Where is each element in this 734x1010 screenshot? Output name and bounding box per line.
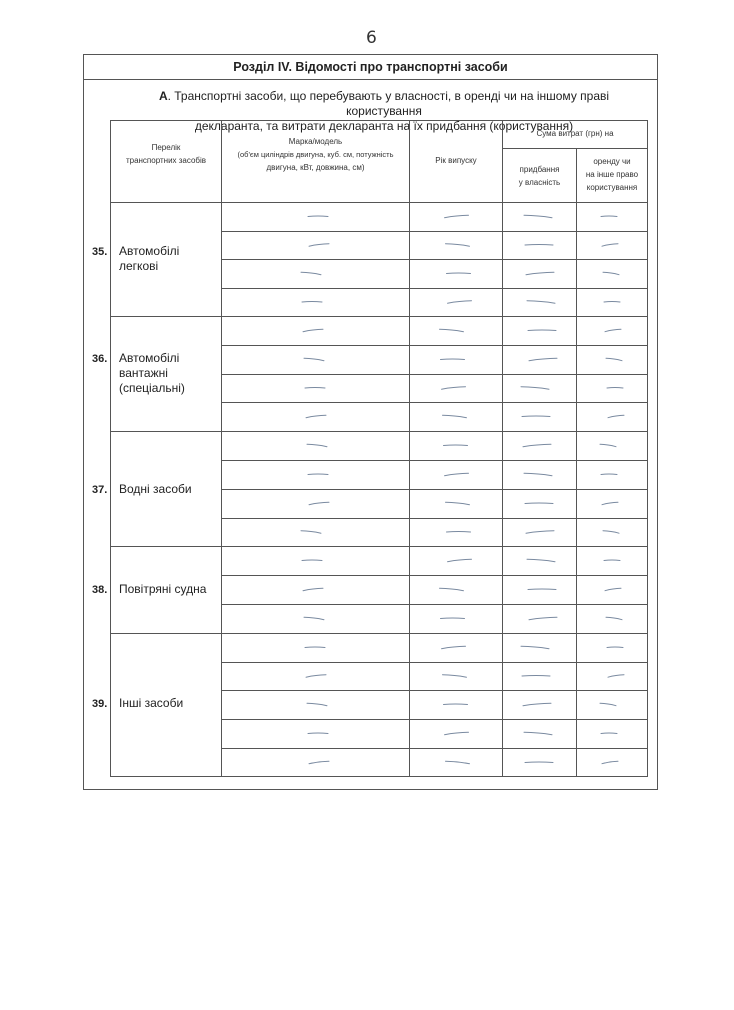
handwritten-dash	[524, 732, 552, 734]
handwritten-dash	[442, 387, 466, 389]
header-rent	[577, 155, 647, 194]
handwritten-dash	[309, 244, 329, 246]
handwritten-dash	[308, 733, 328, 734]
header-brand	[222, 135, 409, 174]
row-number-38: 38.	[92, 584, 108, 596]
handwritten-dash	[601, 733, 617, 734]
category-36	[119, 351, 185, 396]
handwritten-dash	[608, 675, 624, 677]
category-36-line2: вантажні	[119, 366, 168, 380]
handwritten-dash	[442, 646, 466, 648]
category-39: Інші засоби	[119, 696, 184, 710]
handwritten-dash	[440, 588, 464, 590]
handwritten-dash	[304, 617, 324, 619]
handwritten-dash	[606, 617, 622, 619]
handwritten-dash	[441, 618, 465, 619]
handwritten-dash	[308, 216, 328, 217]
handwritten-dash	[301, 531, 321, 533]
header-rent-line2: на інше право	[585, 170, 639, 179]
handwritten-dash	[527, 559, 555, 561]
handwritten-dash	[601, 474, 617, 475]
header-brand-line1: Марка/модель	[288, 137, 343, 146]
handwritten-dash	[446, 761, 470, 763]
category-36-line1: Автомобілі	[119, 351, 180, 365]
handwritten-dash	[445, 732, 469, 734]
handwritten-dash	[607, 388, 623, 389]
handwritten-dash	[447, 273, 471, 274]
row-number-39: 39.	[92, 698, 108, 710]
handwritten-dash	[523, 703, 551, 705]
header-sum: Сума витрат (грн) на	[536, 129, 614, 138]
subtitle-line1: . Транспортні засоби, що перебувають у власності, в оренді чи на іншому праві користування	[167, 89, 610, 118]
row-number-37: 37.	[92, 484, 108, 496]
page-number: 6	[366, 28, 377, 48]
header-purchase-line2: у власність	[518, 178, 561, 187]
handwritten-dash	[443, 415, 467, 417]
handwritten-dash	[448, 301, 472, 303]
category-35-line1: Автомобілі	[119, 244, 180, 258]
handwritten-dash	[307, 703, 327, 705]
subtitle-line2: декларанта, та витрати декларанта на їх придбання (користування)	[194, 119, 574, 133]
handwritten-dash	[308, 474, 328, 475]
handwritten-dash	[602, 761, 618, 763]
handwritten-dash	[521, 387, 549, 389]
header-list-line2: транспортних засобів	[125, 156, 207, 165]
header-purchase-line1: придбання	[519, 165, 560, 174]
handwritten-dash	[600, 444, 616, 446]
handwritten-dash	[529, 358, 557, 360]
header-rent-line1: оренду чи	[593, 157, 631, 166]
handwritten-dash	[446, 244, 470, 246]
handwritten-dash	[305, 647, 325, 648]
handwritten-dash	[602, 502, 618, 504]
header-list-line1: Перелік	[151, 143, 181, 152]
handwritten-dash	[444, 445, 468, 446]
handwritten-dash	[526, 272, 554, 274]
handwritten-dash	[603, 272, 619, 274]
handwritten-dash	[307, 444, 327, 446]
handwritten-dash	[607, 647, 623, 648]
handwritten-dash	[303, 329, 323, 331]
handwritten-dash	[525, 503, 553, 504]
handwritten-dash	[526, 531, 554, 533]
row-number-35: 35.	[92, 246, 108, 258]
handwritten-dash	[444, 704, 468, 705]
handwritten-dash	[306, 675, 326, 677]
header-list	[112, 141, 220, 167]
header-year: Рік випуску	[435, 156, 477, 165]
handwritten-dash	[309, 502, 329, 504]
header-purchase	[503, 163, 576, 189]
header-brand-line2: (об'єм циліндрів двигуна, куб. см, потужність	[237, 150, 394, 159]
handwritten-dash	[605, 588, 621, 590]
category-37: Водні засоби	[119, 482, 192, 496]
category-35-line2: легкові	[119, 259, 159, 273]
category-36-line3: (спеціальні)	[119, 381, 185, 395]
handwritten-dash	[528, 330, 556, 331]
handwritten-dash	[303, 588, 323, 590]
category-38: Повітряні судна	[119, 582, 207, 596]
handwritten-dash	[525, 245, 553, 246]
handwritten-dash	[302, 302, 322, 303]
handwritten-dash	[527, 301, 555, 303]
handwritten-dash	[445, 215, 469, 217]
handwritten-dash	[523, 444, 551, 446]
section-title: Розділ IV. Відомості про транспортні засоби	[84, 55, 657, 80]
handwritten-dash	[304, 358, 324, 360]
header-brand-line3: двигуна, кВт, довжина, см)	[266, 163, 365, 172]
handwritten-dash	[605, 329, 621, 331]
category-35	[119, 244, 179, 274]
handwritten-dash	[528, 589, 556, 590]
handwritten-dash	[521, 646, 549, 648]
handwritten-dash	[525, 762, 553, 763]
header-rent-line3: користування	[586, 183, 638, 192]
handwritten-dash	[603, 531, 619, 533]
handwritten-dash	[305, 388, 325, 389]
subtitle-letter: А	[158, 89, 168, 103]
handwritten-dash	[306, 415, 326, 417]
handwritten-dash	[522, 416, 550, 417]
handwritten-dash	[301, 272, 321, 274]
handwritten-dash	[606, 358, 622, 360]
handwritten-dash	[447, 532, 471, 533]
handwritten-dash	[440, 329, 464, 331]
handwritten-dash	[309, 761, 329, 763]
handwritten-dash	[601, 216, 617, 217]
handwritten-dash	[524, 473, 552, 475]
handwritten-dash	[445, 473, 469, 475]
handwritten-dash	[529, 617, 557, 619]
handwritten-dash	[604, 302, 620, 303]
handwritten-dash	[441, 359, 465, 360]
handwritten-dash	[608, 415, 624, 417]
handwritten-dash	[600, 703, 616, 705]
handwritten-dash	[602, 244, 618, 246]
handwritten-dash	[443, 675, 467, 677]
handwritten-dash	[524, 215, 552, 217]
handwritten-dash	[604, 560, 620, 561]
handwritten-dash	[522, 676, 550, 677]
row-number-36: 36.	[92, 353, 108, 365]
handwritten-dash	[302, 560, 322, 561]
handwritten-dash	[446, 502, 470, 504]
handwritten-dash	[448, 559, 472, 561]
